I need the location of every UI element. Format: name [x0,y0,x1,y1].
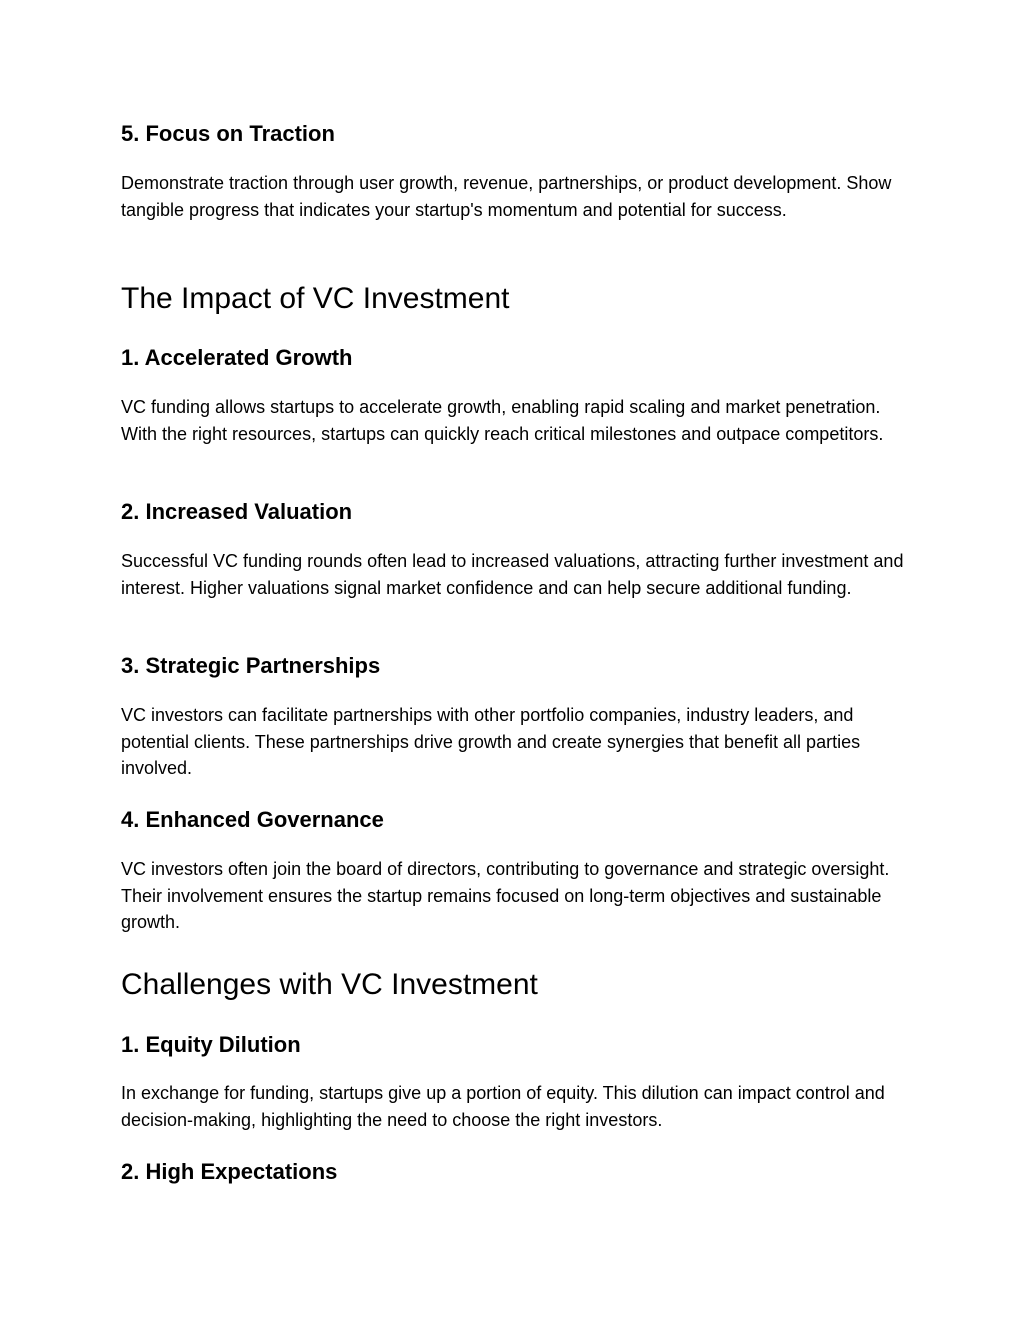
paragraph-equity-dilution: In exchange for funding, startups give up a portion of equity. This dilution can impact control and decision-making, highlighting the need to choose the right investors. [121,1083,885,1130]
heading-enhanced-governance: 4. Enhanced Governance [121,807,384,832]
paragraph-strategic-partnerships: VC investors can facilitate partnerships with other portfolio companies, industry leaders, and potential clients. These partnerships drive growth and create synergies that benefit all parties involved. [121,705,861,779]
heading-accelerated-growth: 1. Accelerated Growth [121,345,353,370]
section-title-impact: The Impact of VC Investment [121,282,510,315]
heading-strategic-partnerships: 3. Strategic Partnerships [121,653,381,678]
heading-equity-dilution: 1. Equity Dilution [121,1032,301,1057]
heading-focus-on-traction: 5. Focus on Traction [121,121,335,146]
paragraph-enhanced-governance: VC investors often join the board of directors, contributing to governance and strategic oversight. Their involvement ensures the startup remains focused on long-term objectives and sustainable growth. [121,859,890,933]
paragraph-accelerated-growth: VC funding allows startups to accelerate growth, enabling rapid scaling and market penetration. With the right resources, startups can quickly reach critical milestones and outpace competitors. [121,397,884,444]
paragraph-focus-on-traction: Demonstrate traction through user growth, revenue, partnerships, or product development. Show tangible progress that indicates your startup's momentum and potential for success. [121,173,892,220]
heading-high-expectations: 2. High Expectations [121,1159,338,1184]
heading-increased-valuation: 2. Increased Valuation [121,499,353,524]
section-title-challenges: Challenges with VC Investment [121,968,538,1001]
paragraph-increased-valuation: Successful VC funding rounds often lead to increased valuations, attracting further investment and interest. Higher valuations signal market confidence and can help secure additional funding. [121,551,904,598]
